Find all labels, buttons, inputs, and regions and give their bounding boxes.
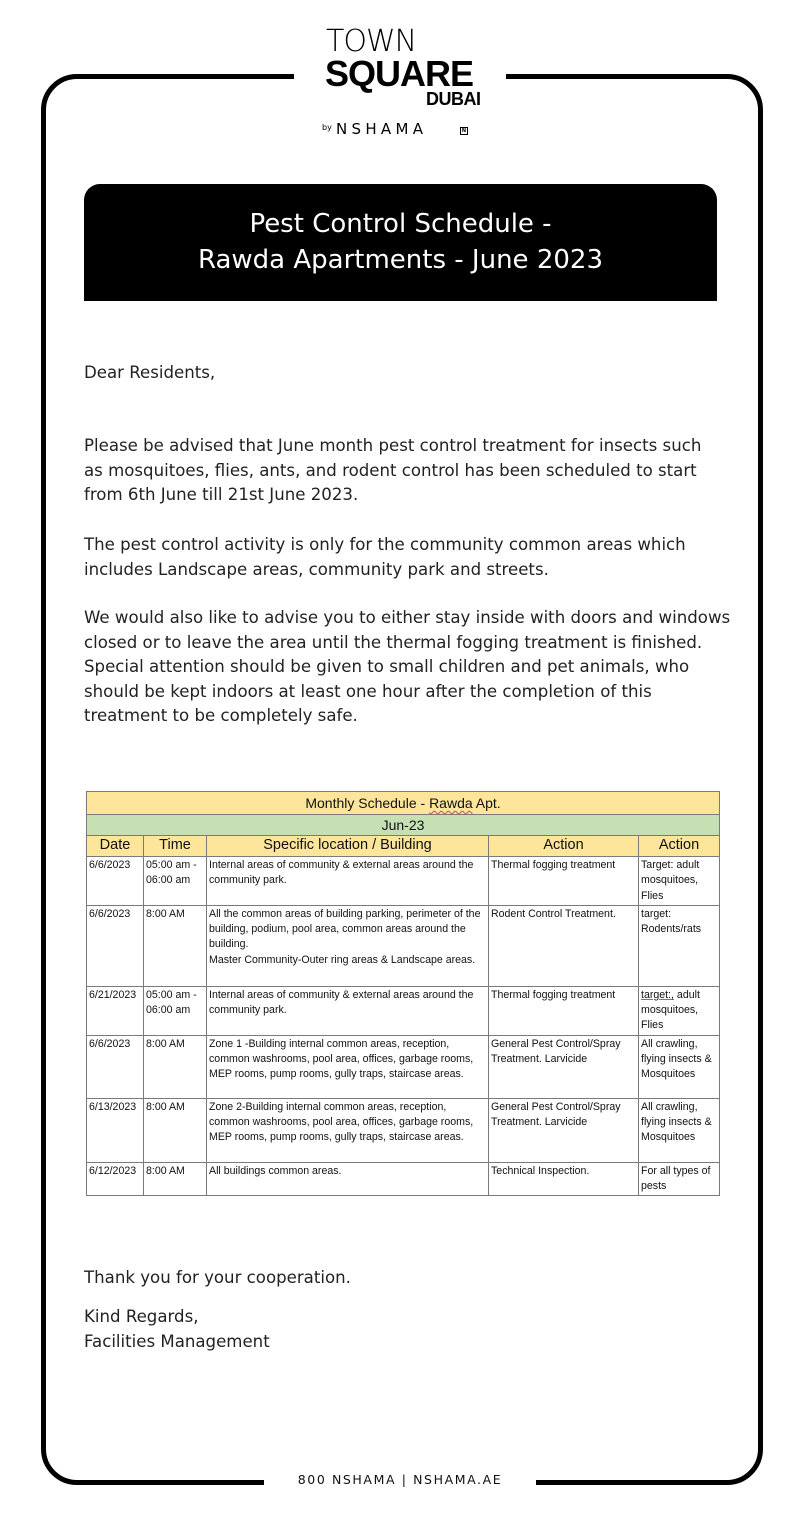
banner-title-line2: Rawda Apartments - June 2023: [197, 245, 603, 275]
greeting: Dear Residents,: [84, 363, 216, 382]
logo-nshama: NSHAMA: [336, 120, 428, 138]
header-date: Date: [87, 836, 144, 857]
schedule-month-row: [87, 815, 720, 836]
cell-action: Thermal fogging treatment: [489, 857, 639, 906]
banner-title-line1: Pest Control Schedule -: [249, 209, 552, 239]
header-location: Specific location / Building: [207, 836, 489, 857]
cell-target: Target: adult mosquitoes, Flies: [639, 857, 720, 906]
cell-location: All buildings common areas.: [207, 1162, 489, 1196]
schedule-table: [86, 791, 720, 1196]
table-row: [87, 857, 720, 906]
logo-dubai: DUBAI: [426, 89, 481, 109]
schedule-title-suffix: Apt.: [472, 795, 501, 811]
cell-date: 6/6/2023: [87, 1035, 144, 1098]
cell-location: [207, 905, 489, 986]
title-banner: [84, 184, 717, 301]
table-row: [87, 1098, 720, 1162]
cell-action: Technical Inspection.: [489, 1162, 639, 1196]
cell-action: General Pest Control/Spray Treatment. Larvicide: [489, 1035, 639, 1098]
header-target: Action: [639, 836, 720, 857]
cell-time: 8:00 AM: [144, 1162, 207, 1196]
cell-target-rest: adult mosquitoes, Flies: [641, 988, 700, 1032]
cell-time: 05:00 am - 06:00 am: [144, 986, 207, 1035]
schedule-title-prefix: Monthly Schedule -: [305, 795, 430, 811]
logo-square: SQUARE: [325, 53, 474, 94]
cell-date: 6/13/2023: [87, 1098, 144, 1162]
cell-time: 8:00 AM: [144, 905, 207, 986]
cell-action: Rodent Control Treatment.: [489, 905, 639, 986]
table-row: [87, 1035, 720, 1098]
table-row: [87, 986, 720, 1035]
cell-location: Internal areas of community & external areas around the community park.: [207, 857, 489, 906]
cell-action: General Pest Control/Spray Treatment. Larvicide: [489, 1098, 639, 1162]
cell-target: target: Rodents/rats: [639, 905, 720, 986]
schedule-header-row: [87, 836, 720, 857]
logo-by: by: [322, 123, 332, 132]
paragraph-scope: The pest control activity is only for the community common areas which includes Landscape areas, community park and streets.: [84, 535, 686, 579]
cell-time: 8:00 AM: [144, 1098, 207, 1162]
cell-target-flagged-word: target:,: [641, 988, 674, 1001]
nshama-mark-icon: N: [461, 128, 467, 134]
cell-location: Internal areas of community & external areas around the community park.: [207, 986, 489, 1035]
cell-date: 6/6/2023: [87, 905, 144, 986]
thanks-line: Thank you for your cooperation.: [84, 1268, 351, 1287]
signature-line: Facilities Management: [84, 1332, 270, 1351]
cell-date: 6/6/2023: [87, 857, 144, 906]
schedule-title: [87, 792, 720, 815]
cell-time: 8:00 AM: [144, 1035, 207, 1098]
cell-target: All crawling, flying insects & Mosquitoes: [639, 1098, 720, 1162]
cell-action: Thermal fogging treatment: [489, 986, 639, 1035]
header-action: Action: [489, 836, 639, 857]
schedule-month: Jun-23: [87, 815, 720, 836]
table-row: [87, 1162, 720, 1196]
closing-line: Kind Regards,: [84, 1307, 199, 1326]
footer-contact: 800 NSHAMA | NSHAMA.AE: [297, 1472, 503, 1487]
paragraph-safety-advice: We would also like to advise you to either stay inside with doors and windows closed or to leave the area until the thermal fogging treatment is finished. Special attention should be given to small children and pet animals, who should be kept indoors at least one hour after the completion of this treatment to be completely safe.: [84, 608, 731, 725]
cell-date: 6/12/2023: [87, 1162, 144, 1196]
table-row: [87, 905, 720, 986]
cell-time: 05:00 am - 06:00 am: [144, 857, 207, 906]
paragraph-schedule-notice: Please be advised that June month pest control treatment for insects such as mosquitoes, flies, ants, and rodent control has been scheduled to start from 6th June till 21st June 2023.: [84, 436, 702, 504]
cell-location-main: All the common areas of building parking, perimeter of the building, podium, pool area, common areas around the building.: [209, 907, 481, 951]
cell-target: All crawling, flying insects & Mosquitoes: [639, 1035, 720, 1098]
cell-target: [639, 986, 720, 1035]
cell-location: Zone 2-Building internal common areas, reception, common washrooms, pool area, offices, garbage rooms, MEP rooms, pump rooms, gully traps, staircase areas.: [207, 1098, 489, 1162]
cell-location: Zone 1 -Building internal common areas, reception, common washrooms, pool area, offices, garbage rooms, MEP rooms, pump rooms, gully traps, staircase areas.: [207, 1035, 489, 1098]
cell-location-extra: Master Community-Outer ring areas & Landscape areas.: [209, 953, 476, 966]
cell-target: For all types of pests: [639, 1162, 720, 1196]
header-time: Time: [144, 836, 207, 857]
cell-date: 6/21/2023: [87, 986, 144, 1035]
schedule-title-row: [87, 792, 720, 815]
schedule-title-word: Rawda: [429, 795, 473, 811]
logo-town: TOWN: [326, 24, 417, 59]
